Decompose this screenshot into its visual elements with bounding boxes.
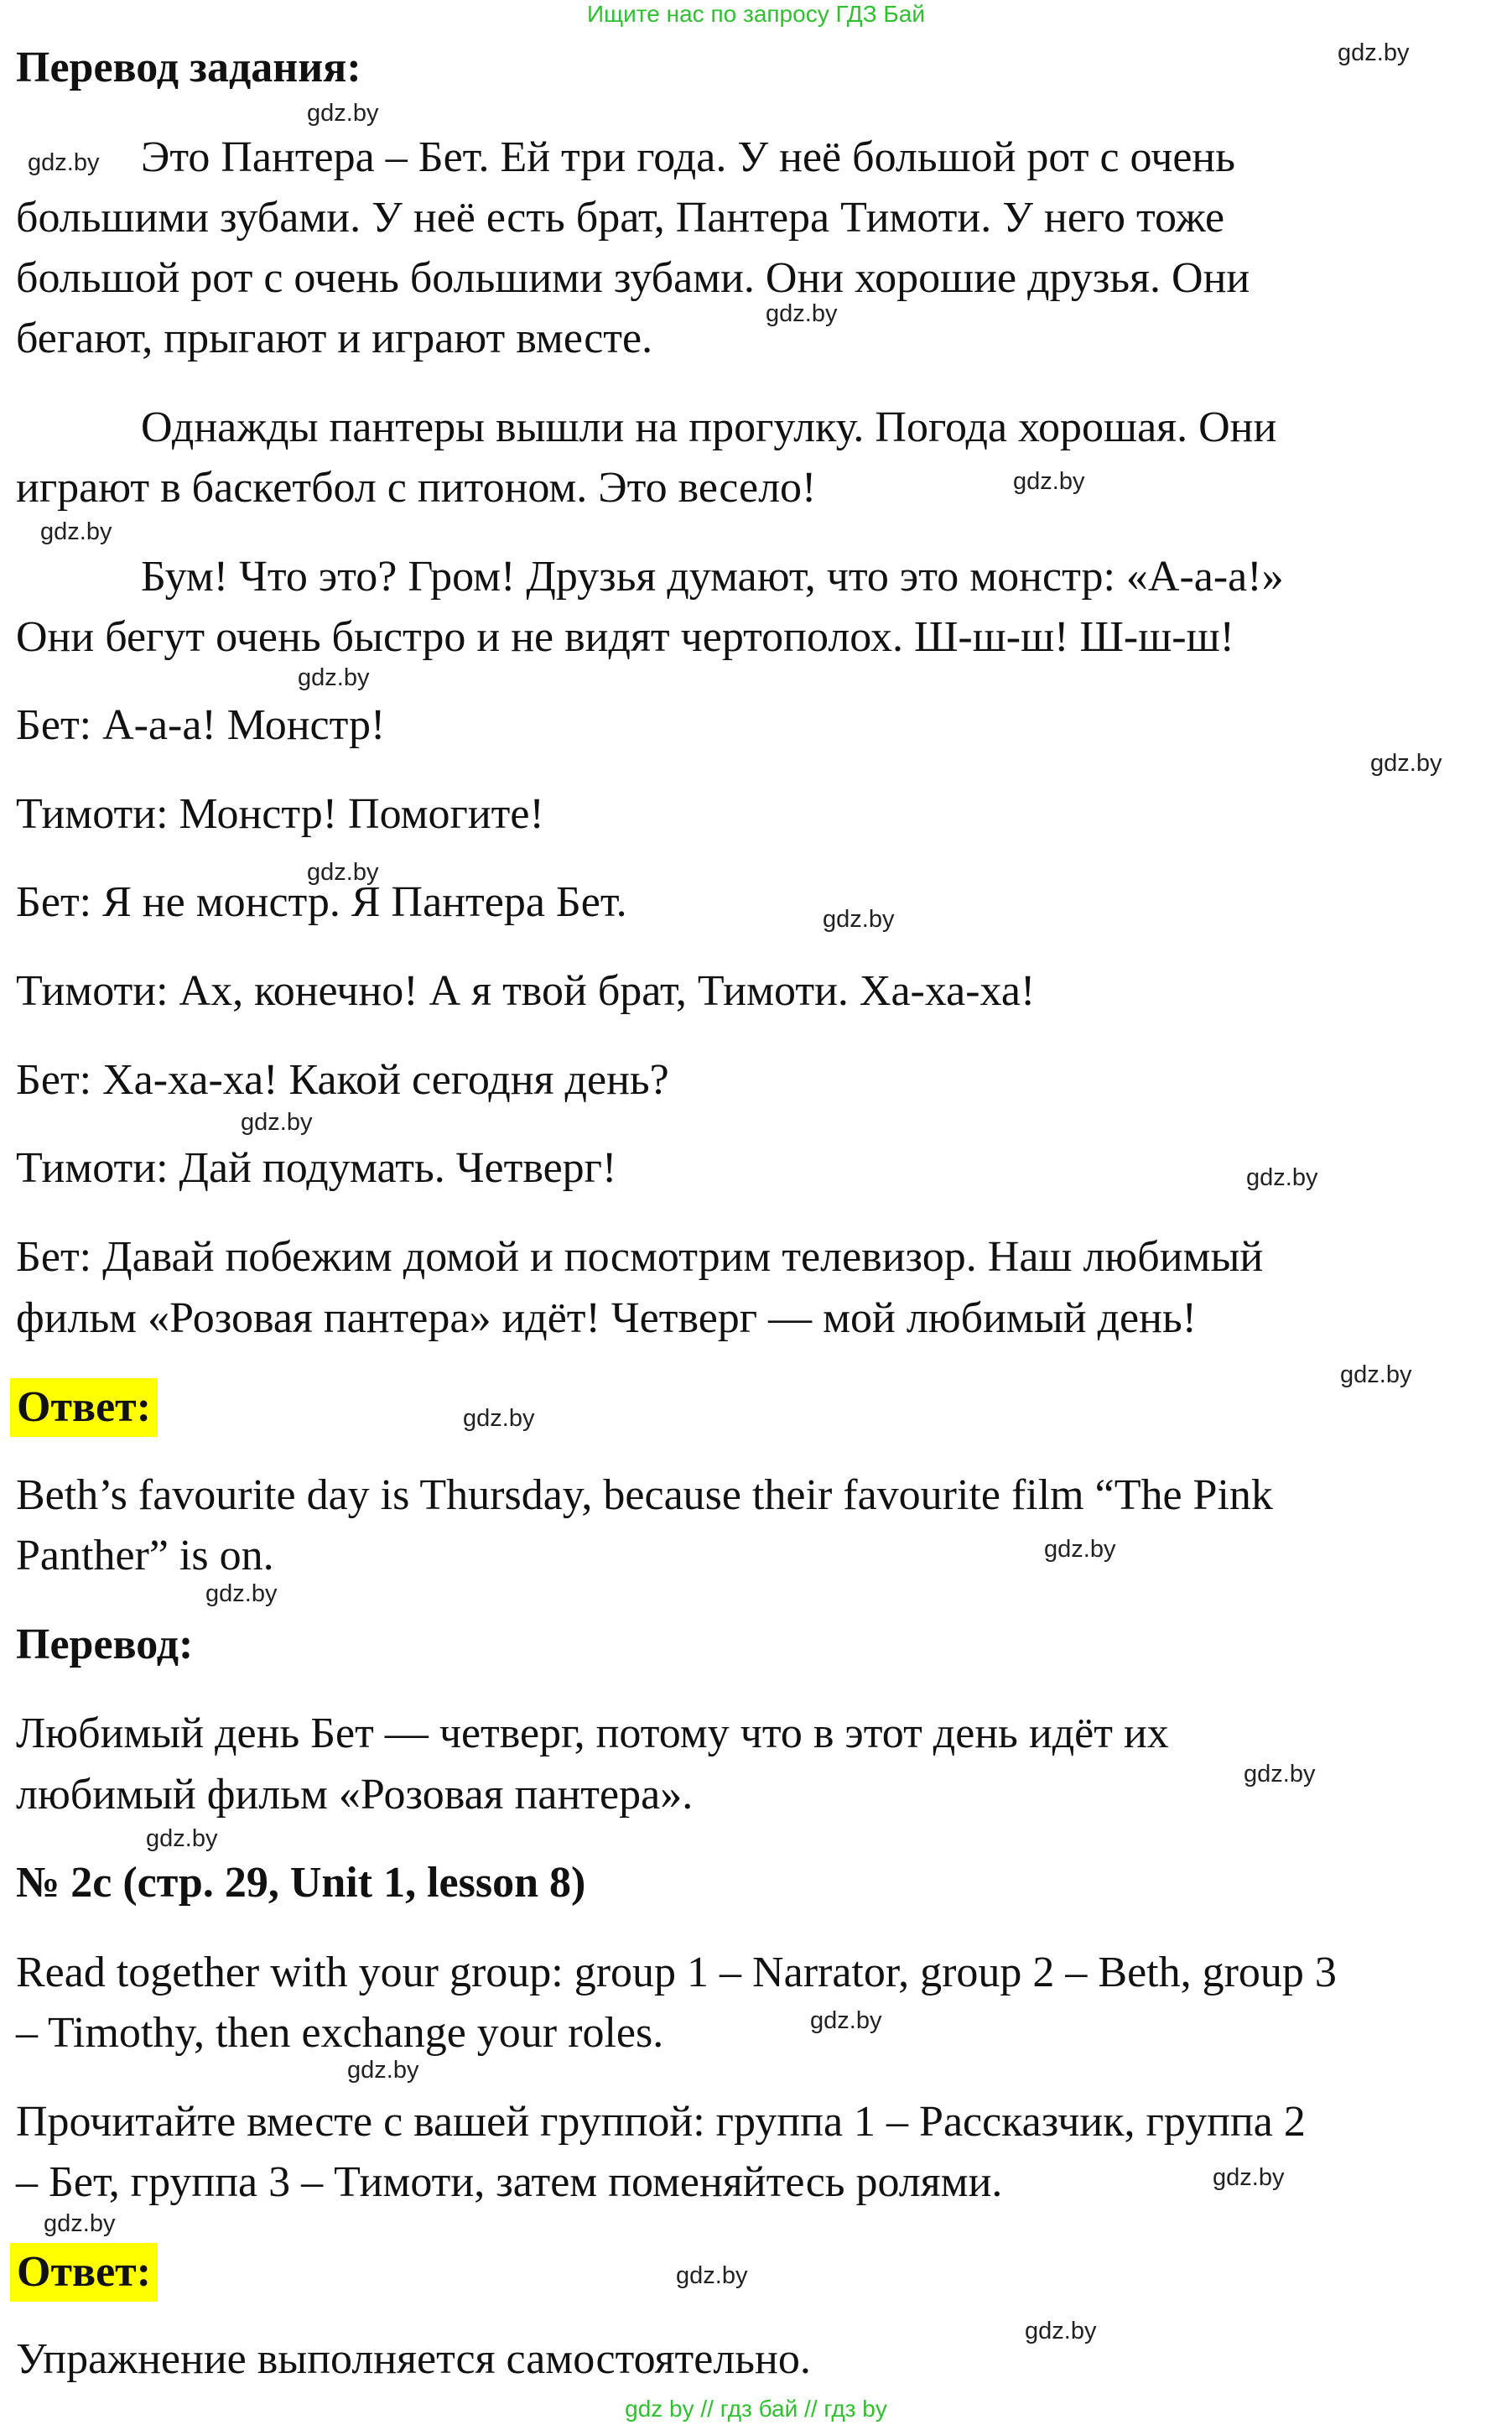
watermark: gdz.by	[1370, 750, 1442, 777]
watermark: gdz.by	[205, 1580, 278, 1607]
dialogue-line: Тимоти: Ах, конечно! А я твой брат, Тимоти. Ха-ха-ха!	[16, 967, 1036, 1015]
watermark: gdz.by	[307, 100, 379, 127]
story-line: Бум! Что это? Гром! Друзья думают, что это монстр: «А-а-а!»	[141, 553, 1284, 601]
story-line: Они бегут очень быстро и не видят чертополох. Ш-ш-ш! Ш-ш-ш!	[16, 613, 1234, 661]
exercise-english-line: – Timothy, then exchange your roles.	[16, 2009, 664, 2057]
top-banner[interactable]: Ищите нас по запросу ГДЗ Бай	[586, 1, 926, 27]
watermark: gdz.by	[823, 906, 895, 933]
watermark: gdz.by	[463, 1405, 535, 1432]
watermark: gdz.by	[1213, 2164, 1285, 2191]
exercise-russian-line: Прочитайте вместе с вашей группой: группа 1 – Рассказчик, группа 2	[16, 2098, 1306, 2146]
watermark: gdz.by	[307, 859, 379, 886]
final-answer: Упражнение выполняется самостоятельно.	[16, 2335, 811, 2383]
answer-translation-line: любимый фильм «Розовая пантера».	[16, 1771, 694, 1819]
watermark: gdz.by	[810, 2007, 882, 2034]
story-line: большой рот с очень большими зубами. Они хорошие друзья. Они	[16, 254, 1250, 302]
dialogue-line: Тимоти: Монстр! Помогите!	[16, 790, 544, 838]
watermark: gdz.by	[40, 518, 112, 545]
watermark: gdz.by	[1044, 1536, 1116, 1563]
exercise-english-line: Read together with your group: group 1 – Narrator, group 2 – Beth, group 3	[16, 1949, 1337, 1996]
story-line: бегают, прыгают и играют вместе.	[16, 315, 653, 362]
watermark: gdz.by	[1246, 1164, 1318, 1191]
watermark: gdz.by	[298, 664, 370, 691]
watermark: gdz.by	[676, 2262, 748, 2289]
dialogue-line: фильм «Розовая пантера» идёт! Четверг — мой любимый день!	[16, 1294, 1197, 1342]
answer-label: Ответ:	[10, 1378, 158, 1437]
watermark: gdz.by	[766, 300, 838, 327]
answer-translation-line: Любимый день Бет — четверг, потому что в этот день идёт их	[16, 1709, 1169, 1757]
answer-english-line: Beth’s favourite day is Thursday, because their favourite film “The Pink	[16, 1471, 1273, 1519]
dialogue-line: Бет: Я не монстр. Я Пантера Бет.	[16, 878, 627, 926]
story-line: Однажды пантеры вышли на прогулку. Погода хорошая. Они	[141, 403, 1277, 451]
dialogue-line: Бет: А-а-а! Монстр!	[16, 701, 386, 749]
watermark: gdz.by	[347, 2057, 419, 2084]
dialogue-line: Бет: Ха-ха-ха! Какой сегодня день?	[16, 1056, 669, 1104]
dialogue-line: Бет: Давай побежим домой и посмотрим телевизор. Наш любимый	[16, 1233, 1264, 1281]
watermark: gdz.by	[241, 1109, 313, 1136]
exercise-heading: № 2c (стр. 29, Unit 1, lesson 8)	[16, 1859, 586, 1907]
task-translation-heading: Перевод задания:	[16, 44, 361, 91]
translation-heading: Перевод:	[16, 1621, 194, 1668]
watermark: gdz.by	[1244, 1761, 1316, 1788]
watermark: gdz.by	[44, 2210, 116, 2237]
exercise-russian-line: – Бет, группа 3 – Тимоти, затем поменяйтесь ролями.	[16, 2158, 1003, 2206]
watermark: gdz.by	[1338, 39, 1410, 66]
watermark: gdz.by	[146, 1825, 218, 1852]
bottom-banner[interactable]: gdz by // гдз бай // гдз by	[625, 2396, 887, 2422]
story-line: большими зубами. У неё есть брат, Пантера Тимоти. У него тоже	[16, 194, 1225, 242]
watermark: gdz.by	[1025, 2318, 1097, 2344]
watermark: gdz.by	[1013, 468, 1085, 495]
watermark: gdz.by	[1340, 1361, 1412, 1388]
watermark: gdz.by	[28, 149, 100, 176]
answer-label-2: Ответ:	[10, 2243, 158, 2302]
answer-english-line: Panther” is on.	[16, 1532, 274, 1579]
story-line: Это Пантера – Бет. Ей три года. У неё большой рот с очень	[141, 133, 1235, 181]
story-line: играют в баскетбол с питоном. Это весело!	[16, 464, 817, 512]
dialogue-line: Тимоти: Дай подумать. Четверг!	[16, 1144, 617, 1192]
